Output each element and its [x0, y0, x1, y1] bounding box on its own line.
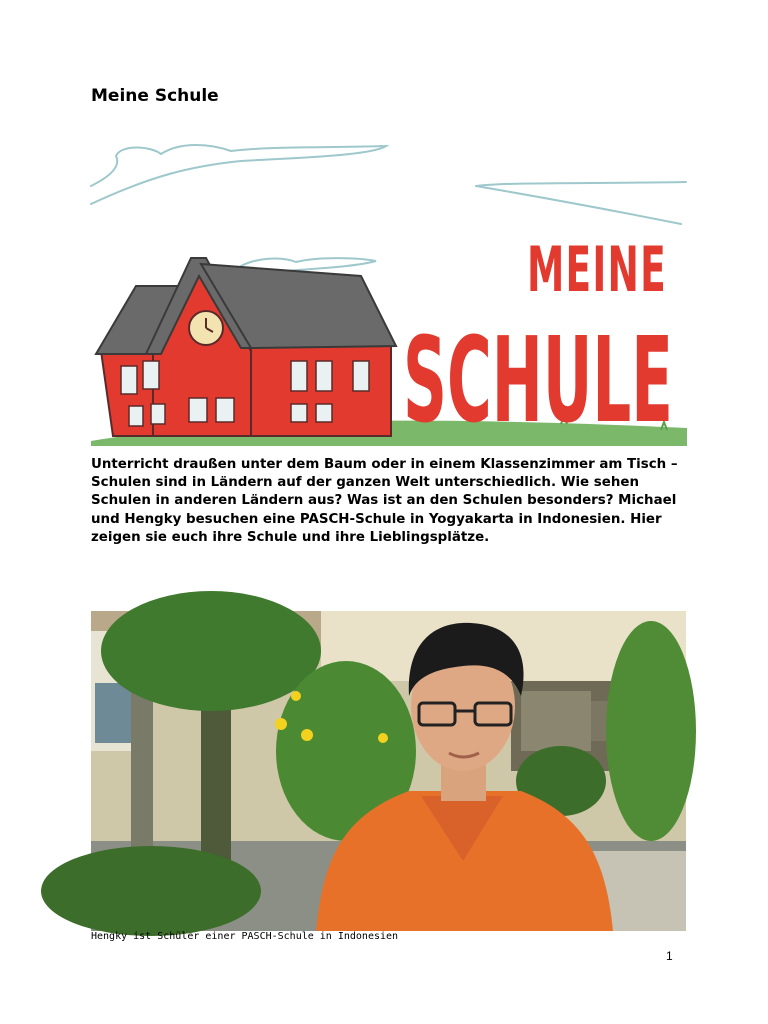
page-title: Meine Schule [91, 86, 219, 106]
school-building-icon [96, 258, 396, 436]
banner-title-meine: MEINE [527, 233, 667, 306]
banner-title-schule: SCHULE [403, 311, 673, 449]
intro-paragraph: Unterricht draußen unter dem Baum oder in einem Klassenzimmer am Tisch – Schulen sind in Ländern auf der ganzen Welt unterschiedlich. Wie sehen Schulen in anderen Ländern aus? Was ist an den Schulen besonders? Michael und Hengky besuchen eine PASCH-Schule in Yogyakarta in Indonesien. Hier zeigen sie euch ihre Schule und ihre Lieblingsplätze. [91, 457, 678, 545]
page-number: 1 [666, 949, 673, 963]
school-banner-illustration [91, 136, 687, 449]
student-photo [91, 611, 686, 931]
photo-caption: Hengky ist Schüler einer PASCH-Schule in Indonesien [91, 931, 399, 942]
